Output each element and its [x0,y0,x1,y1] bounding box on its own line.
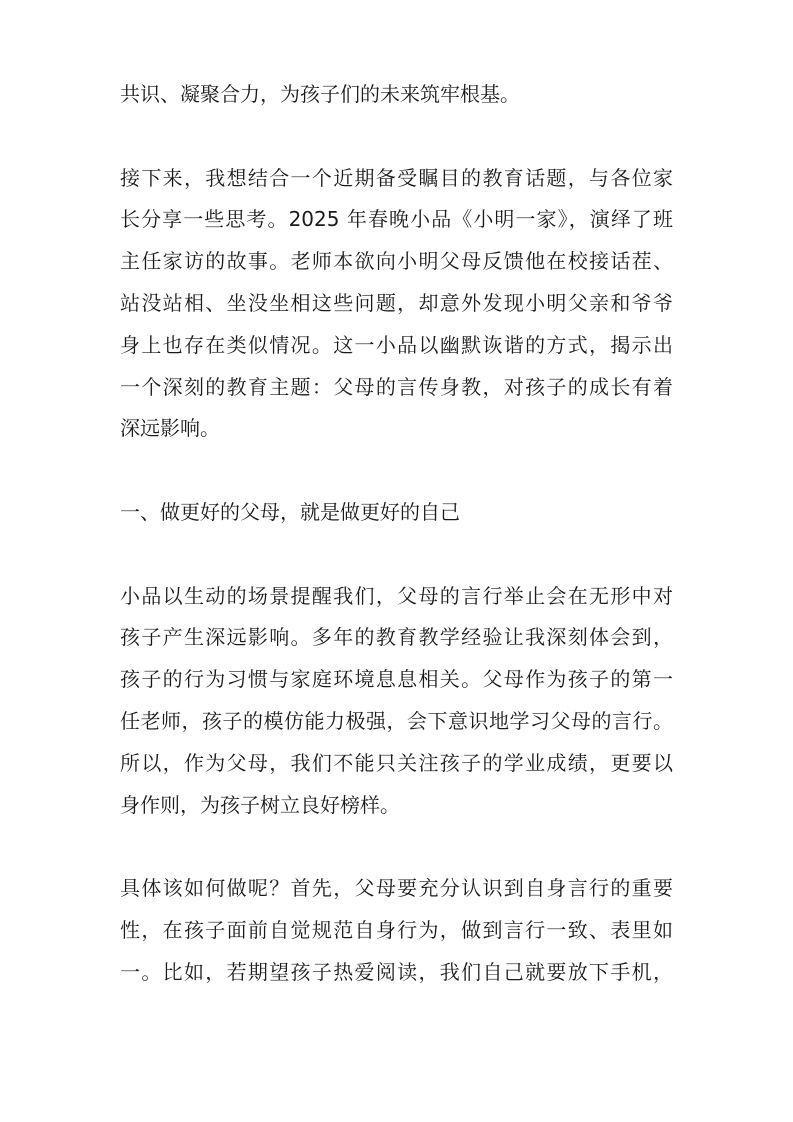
text-line: 性，在孩子面前自觉规范自身行为，做到言行一致、表里如 [120,917,673,942]
paragraph-spacer [120,826,673,868]
text-line: 接下来，我想结合一个近期备受瞩目的教育话题，与各位家 [120,165,673,190]
text-line: 一、做更好的父母，就是做更好的自己 [120,499,460,524]
text-line: 所以，作为父母，我们不能只关注孩子的学业成绩，更要以 [120,750,673,775]
section-heading-1 [120,492,673,534]
paragraph-role-model [120,576,673,827]
text-line: 具体该如何做呢？首先，父母要充分认识到自身言行的重要 [120,876,673,901]
text-line: 共识、凝聚合力，为孩子们的未来筑牢根基。 [120,82,520,106]
text-line: 孩子的行为习惯与家庭环境息息相关。父母作为孩子的第一 [120,667,673,692]
paragraph-spacer [120,116,673,158]
paragraph-spacer [120,534,673,576]
text-line: 一个深刻的教育主题：父母的言传身教，对孩子的成长有着 [120,374,673,399]
text-line: 身上也存在类似情况。这一小品以幽默诙谐的方式，揭示出 [120,332,673,357]
paragraph-spacer [120,450,673,492]
text-line: 身作则，为孩子树立良好榜样。 [120,792,400,817]
paragraph-intro-topic [120,158,673,451]
text-line: 深远影响。 [120,416,220,441]
text-line: 任老师，孩子的模仿能力极强，会下意识地学习父母的言行。 [120,708,673,733]
text-line: 长分享一些思考。2025 年春晚小品《小明一家》，演绎了班 [120,207,673,232]
text-line: 小品以生动的场景提醒我们，父母的言行举止会在无形中对 [120,583,673,608]
document-page [120,74,673,994]
text-line: 主任家访的故事。老师本欲向小明父母反馈他在校接话茬、 [120,249,673,274]
text-line: 孩子产生深远影响。多年的教育教学经验让我深刻体会到， [120,625,673,650]
text-line: 站没站相、坐没坐相这些问题，却意外发现小明父亲和爷爷 [120,290,673,315]
paragraph-how-to [120,868,673,993]
text-line: 一。比如，若期望孩子热爱阅读，我们自己就要放下手机， [120,959,673,984]
paragraph-closing-previous [120,74,673,116]
